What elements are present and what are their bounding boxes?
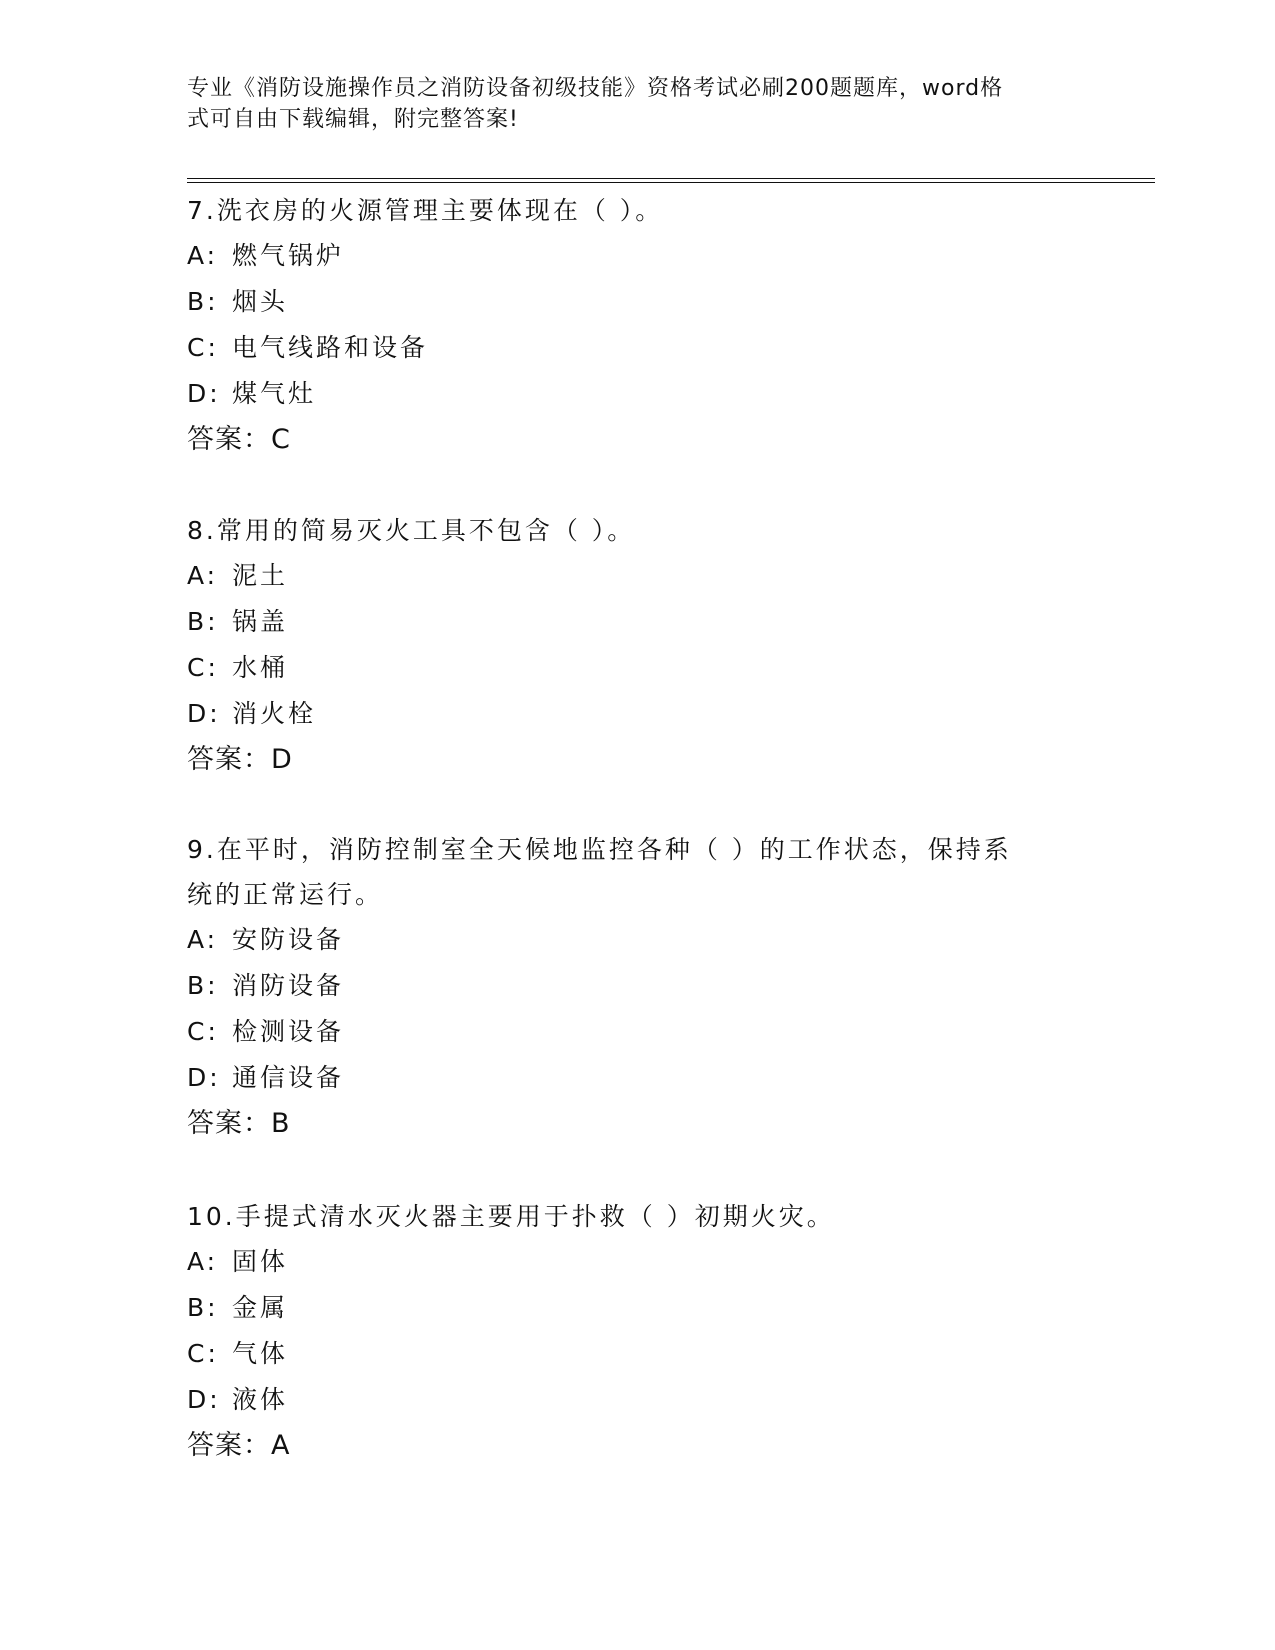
option-text: 安防设备	[232, 925, 345, 954]
option-letter: B:	[187, 287, 219, 316]
option-a	[187, 233, 1087, 279]
header-line-2: 式可自由下载编辑，附完整答案!	[187, 107, 519, 132]
option-b	[187, 1285, 1087, 1331]
option-letter: D:	[187, 699, 221, 728]
option-text: 检测设备	[232, 1017, 345, 1046]
question-7	[187, 188, 1087, 463]
question-9	[187, 827, 1087, 1147]
question-stem: 10.手提式清水灭火器主要用于扑救（ ）初期火灾。	[187, 1202, 835, 1231]
option-text: 烟头	[232, 287, 289, 316]
answer-line: 答案：B	[187, 1108, 291, 1139]
option-b	[187, 963, 1087, 1009]
option-text: 煤气灶	[232, 379, 317, 408]
answer-line: 答案：A	[187, 1430, 291, 1461]
option-d	[187, 1377, 1087, 1423]
option-text: 气体	[232, 1339, 289, 1368]
option-letter: D:	[187, 1063, 221, 1092]
option-c	[187, 1331, 1087, 1377]
option-text: 电气线路和设备	[232, 333, 429, 362]
option-text: 液体	[232, 1385, 289, 1414]
option-letter: C:	[187, 1017, 219, 1046]
option-letter: C:	[187, 333, 219, 362]
option-text: 金属	[232, 1293, 289, 1322]
option-letter: B:	[187, 971, 219, 1000]
option-letter: C:	[187, 653, 219, 682]
option-a	[187, 1239, 1087, 1285]
option-text: 泥土	[232, 561, 289, 590]
option-d	[187, 691, 1087, 737]
question-stem: 7.洗衣房的火源管理主要体现在（ ）。	[187, 196, 664, 225]
header-divider-top	[187, 178, 1155, 179]
option-c	[187, 325, 1087, 371]
option-letter: D:	[187, 1385, 221, 1414]
option-b	[187, 599, 1087, 645]
option-c	[187, 1009, 1087, 1055]
option-text: 固体	[232, 1247, 289, 1276]
answer-line: 答案：C	[187, 424, 291, 455]
option-letter: A:	[187, 1247, 219, 1276]
question-10	[187, 1194, 1087, 1469]
option-text: 消防设备	[232, 971, 345, 1000]
option-text: 锅盖	[232, 607, 289, 636]
option-letter: B:	[187, 1293, 219, 1322]
option-d	[187, 371, 1087, 417]
option-a	[187, 917, 1087, 963]
option-letter: D:	[187, 379, 221, 408]
option-b	[187, 279, 1087, 325]
option-letter: A:	[187, 561, 219, 590]
option-letter: B:	[187, 607, 219, 636]
question-stem-line-2: 统的正常运行。	[187, 880, 384, 909]
question-stem: 8.常用的简易灭火工具不包含（ ）。	[187, 516, 636, 545]
option-text: 消火栓	[232, 699, 317, 728]
option-d	[187, 1055, 1087, 1101]
option-letter: A:	[187, 925, 219, 954]
option-letter: A:	[187, 241, 219, 270]
answer-line: 答案：D	[187, 744, 293, 775]
option-text: 通信设备	[232, 1063, 345, 1092]
question-8	[187, 508, 1087, 783]
question-stem-line-1: 9.在平时，消防控制室全天候地监控各种（ ）的工作状态，保持系	[187, 835, 1012, 864]
option-letter: C:	[187, 1339, 219, 1368]
option-text: 燃气锅炉	[232, 241, 345, 270]
option-text: 水桶	[232, 653, 289, 682]
document-header	[187, 73, 1067, 135]
option-a	[187, 553, 1087, 599]
header-divider-bottom	[187, 182, 1155, 183]
header-line-1: 专业《消防设施操作员之消防设备初级技能》资格考试必刷200题题库，word格	[187, 76, 1004, 101]
option-c	[187, 645, 1087, 691]
